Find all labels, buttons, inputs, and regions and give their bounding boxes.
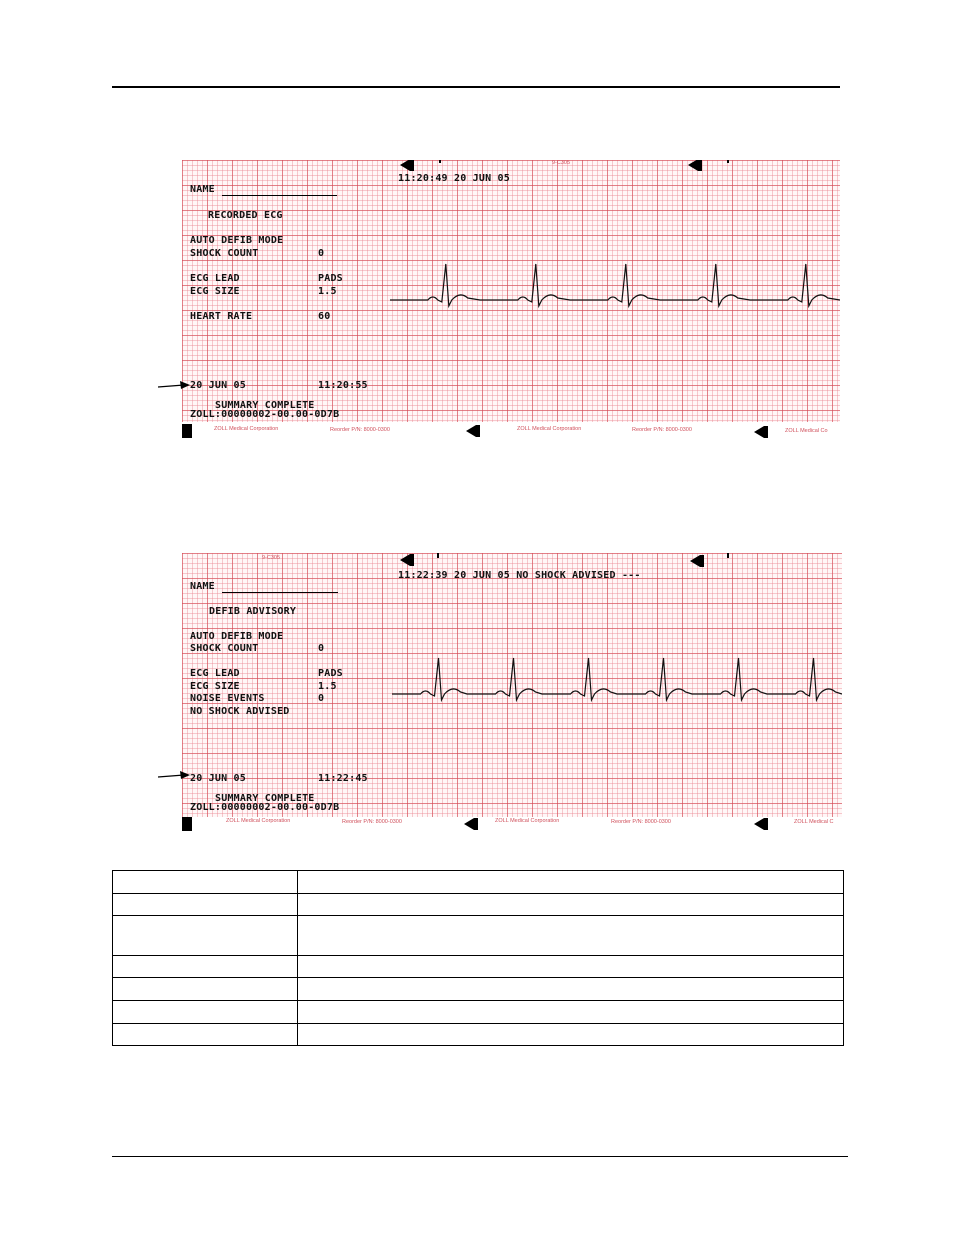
- report-title: DEFIB ADVISORY: [209, 606, 297, 617]
- table-row: [113, 956, 844, 978]
- arrow-icon: [158, 381, 190, 391]
- tick-mark-icon: [439, 160, 441, 163]
- table-cell: [113, 1024, 298, 1046]
- header-rule: [112, 86, 840, 88]
- tick-mark-icon: [437, 553, 439, 558]
- table-row: [113, 916, 844, 956]
- device-id: ZOLL:00000002-00.00-0D7B: [190, 409, 340, 420]
- description-table: [112, 870, 844, 1046]
- grid-code: 9-C305: [552, 160, 571, 166]
- table-cell: [298, 1001, 844, 1024]
- paper-footer-text: ZOLL Medical Corporation: [495, 818, 560, 824]
- sync-marker-icon: [182, 424, 192, 438]
- ecg-strip-recorded: [182, 160, 840, 438]
- sync-marker-icon: [688, 160, 698, 171]
- paper-footer-text: ZOLL Medical Corporation: [214, 426, 279, 432]
- device-id: ZOLL:00000002-00.00-0D7B: [190, 802, 340, 813]
- table-cell: [298, 916, 844, 956]
- arrow-icon: [158, 771, 190, 781]
- table-cell: [298, 956, 844, 978]
- summary-status: SUMMARY COMPLETE: [215, 793, 315, 804]
- table-cell: [298, 1024, 844, 1046]
- field-label: NOISE EVENTS: [190, 693, 265, 704]
- field-value: 0: [318, 693, 325, 704]
- field-value: PADS: [318, 668, 343, 679]
- tick-mark-icon: [727, 553, 729, 558]
- field-label: HEART RATE: [190, 311, 253, 322]
- table-row: [113, 978, 844, 1001]
- tick-mark-icon: [727, 160, 729, 163]
- ecg-waveform: [182, 553, 842, 833]
- sync-marker-icon: [464, 818, 474, 830]
- sync-marker-icon: [690, 555, 700, 567]
- table-cell: [113, 916, 298, 956]
- field-label: SHOCK COUNT: [190, 643, 259, 654]
- ecg-strip-advisory: [182, 553, 842, 833]
- field-value: PADS: [318, 273, 343, 284]
- paper-footer-text: ZOLL Medical Corporation: [517, 426, 582, 432]
- footer-rule: [112, 1156, 848, 1157]
- field-value: 0: [318, 248, 325, 259]
- table-row: [113, 871, 844, 894]
- sync-marker-icon: [400, 554, 410, 566]
- table-row: [113, 1024, 844, 1046]
- paper-footer-text: ZOLL Medical C: [794, 819, 834, 825]
- report-title: RECORDED ECG: [208, 210, 283, 221]
- paper-footer-text: ZOLL Medical Corporation: [226, 818, 291, 824]
- sync-marker-icon: [466, 425, 476, 437]
- field-value: 0: [318, 643, 325, 654]
- table-cell: [113, 956, 298, 978]
- strip-header: 11:22:39 20 JUN 05 NO SHOCK ADVISED ---: [398, 570, 641, 581]
- table-cell: [298, 978, 844, 1001]
- field-label: NO SHOCK ADVISED: [190, 706, 290, 717]
- paper-footer: [182, 422, 840, 438]
- name-line: [222, 195, 337, 196]
- name-label: NAME: [190, 581, 215, 592]
- table-cell: [298, 871, 844, 894]
- table-cell: [113, 1001, 298, 1024]
- paper-footer-text: Reorder P/N: 8000-0300: [330, 427, 390, 433]
- table-cell: [113, 871, 298, 894]
- paper-footer-text: Reorder P/N: 8000-0300: [342, 819, 402, 825]
- summary-status: SUMMARY COMPLETE: [215, 400, 315, 411]
- mode-label: AUTO DEFIB MODE: [190, 631, 284, 642]
- field-label: ECG LEAD: [190, 668, 240, 679]
- table-cell: [298, 894, 844, 916]
- paper-footer-text: Reorder P/N: 8000-0300: [611, 819, 671, 825]
- name-line: [222, 592, 338, 593]
- mode-label: AUTO DEFIB MODE: [190, 235, 284, 246]
- table-row: [113, 894, 844, 916]
- strip-header: 11:20:49 20 JUN 05: [398, 173, 510, 184]
- table-cell: [113, 894, 298, 916]
- sync-marker-icon: [754, 426, 764, 438]
- strip-date: 20 JUN 05: [190, 773, 246, 784]
- sync-marker-icon: [400, 160, 410, 171]
- name-label: NAME: [190, 184, 215, 195]
- table-row: [113, 1001, 844, 1024]
- field-label: ECG SIZE: [190, 286, 240, 297]
- grid-code: 9-C305: [262, 555, 281, 561]
- field-value: 1.5: [318, 286, 337, 297]
- field-label: ECG LEAD: [190, 273, 240, 284]
- field-value: 60: [318, 311, 331, 322]
- field-label: ECG SIZE: [190, 681, 240, 692]
- field-label: SHOCK COUNT: [190, 248, 259, 259]
- strip-time: 11:20:55: [318, 380, 368, 391]
- strip-time: 11:22:45: [318, 773, 368, 784]
- table-cell: [113, 978, 298, 1001]
- sync-marker-icon: [754, 818, 764, 830]
- paper-footer-text: ZOLL Medical Co: [785, 428, 828, 434]
- ecg-waveform: [182, 160, 840, 438]
- field-value: 1.5: [318, 681, 337, 692]
- paper-footer-text: Reorder P/N: 8000-0300: [632, 427, 692, 433]
- strip-date: 20 JUN 05: [190, 380, 246, 391]
- sync-marker-icon: [182, 817, 192, 831]
